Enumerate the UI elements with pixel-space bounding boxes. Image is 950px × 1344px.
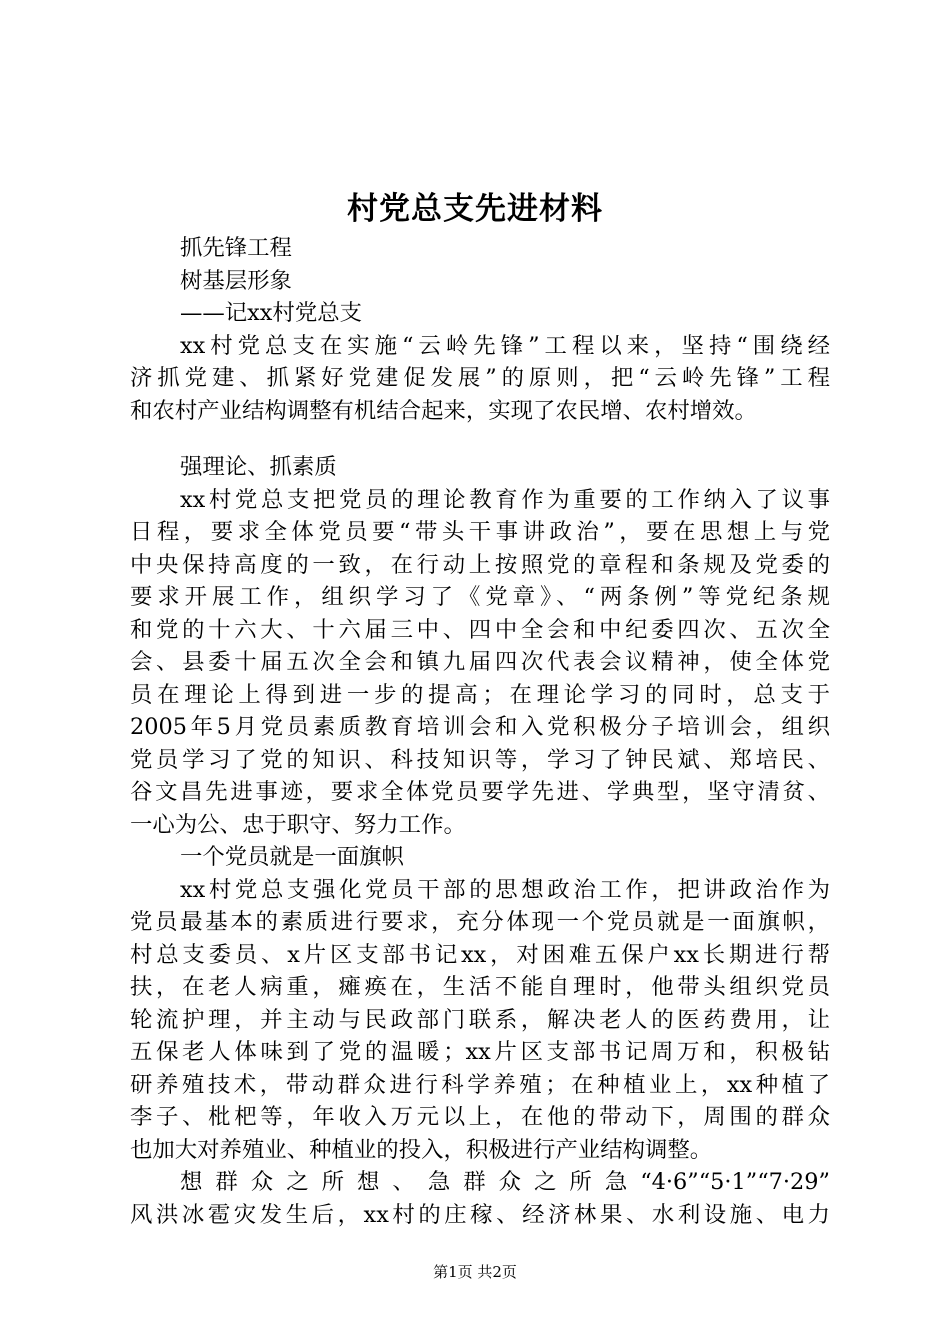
paragraph-line: 村总支委员、x片区支部书记xx，对困难五保户xx长期进行帮 xyxy=(130,941,830,968)
paragraph-line: 李子、枇杷等，年收入万元以上，在他的带动下，周围的群众 xyxy=(130,1104,830,1130)
paragraph-line: 五保老人体味到了党的温暖；xx片区支部书记周万和，积极钻 xyxy=(130,1039,830,1065)
paragraph-line: 风洪冰雹灾发生后，xx村的庄稼、经济林果、水利设施、电力 xyxy=(130,1201,830,1228)
paragraph-line: 员在理论上得到进一步的提高；在理论学习的同时，总支于 xyxy=(130,681,830,708)
subheading-line: 树基层形象 xyxy=(180,267,292,294)
paragraph-line: 要求开展工作，组织学习了《党章》、“两条例”等党纪条规 xyxy=(130,584,830,610)
paragraph-line: 扶，在老人病重，瘫痪在，生活不能自理时，他带头组织党员 xyxy=(130,974,830,1000)
section-heading: 强理论、抓素质 xyxy=(180,454,337,480)
paragraph-line: 党员最基本的素质进行要求，充分体现一个党员就是一面旗帜， xyxy=(130,909,830,935)
paragraph-line: xx村党总支把党员的理论教育作为重要的工作纳入了议事 xyxy=(180,486,830,513)
paragraph-line: 日程，要求全体党员要“带头干事讲政治”，要在思想上与党 xyxy=(130,519,830,545)
paragraph-line: 研养殖技术，带动群众进行科学养殖；在种植业上，xx种植了 xyxy=(130,1071,830,1098)
paragraph-line: 中央保持高度的一致，在行动上按照党的章程和条规及党委的 xyxy=(130,551,830,578)
document-body xyxy=(130,232,830,1231)
paragraph-line: 济抓党建、抓紧好党建促发展”的原则，把“云岭先锋”工程 xyxy=(130,365,830,391)
document-title: 村党总支先进材料 xyxy=(347,191,603,227)
paragraph-line: 和农村产业结构调整有机结合起来，实现了农民增、农村增效。 xyxy=(130,397,757,424)
section-heading: 一个党员就是一面旗帜 xyxy=(180,844,404,870)
paragraph-gap xyxy=(130,427,830,451)
subheading-line: ——记xx村党总支 xyxy=(180,300,362,326)
page-footer: 第1页 共2页 xyxy=(433,1263,517,1281)
paragraph-line: 轮流护理，并主动与民政部门联系，解决老人的医药费用，让 xyxy=(130,1006,830,1033)
paragraph-line: 谷文昌先进事迹，要求全体党员要学先进、学典型，坚守清贫、 xyxy=(130,779,830,805)
paragraph-line: 也加大对养殖业、种植业的投入，积极进行产业结构调整。 xyxy=(130,1136,713,1163)
paragraph-line: xx村党总支强化党员干部的思想政治工作，把讲政治作为 xyxy=(180,876,830,903)
paragraph-line: 和党的十六大、十六届三中、四中全会和中纪委四次、五次全 xyxy=(130,616,830,643)
paragraph-line: 2005年5月党员素质教育培训会和入党积极分子培训会，组织 xyxy=(130,714,830,740)
subheading-line: 抓先锋工程 xyxy=(180,235,292,261)
paragraph-line: 想群众之所想、急群众之所急“4·6”“5·1”“7·29” xyxy=(180,1169,830,1195)
paragraph-line: 会、县委十届五次全会和镇九届四次代表会议精神，使全体党 xyxy=(130,649,830,675)
paragraph-line: 一心为公、忠于职守、努力工作。 xyxy=(130,811,466,838)
paragraph-line: xx村党总支在实施“云岭先锋”工程以来，坚持“围绕经 xyxy=(180,332,830,359)
paragraph-line: 党员学习了党的知识、科技知识等，学习了钟民斌、郑培民、 xyxy=(130,746,830,773)
